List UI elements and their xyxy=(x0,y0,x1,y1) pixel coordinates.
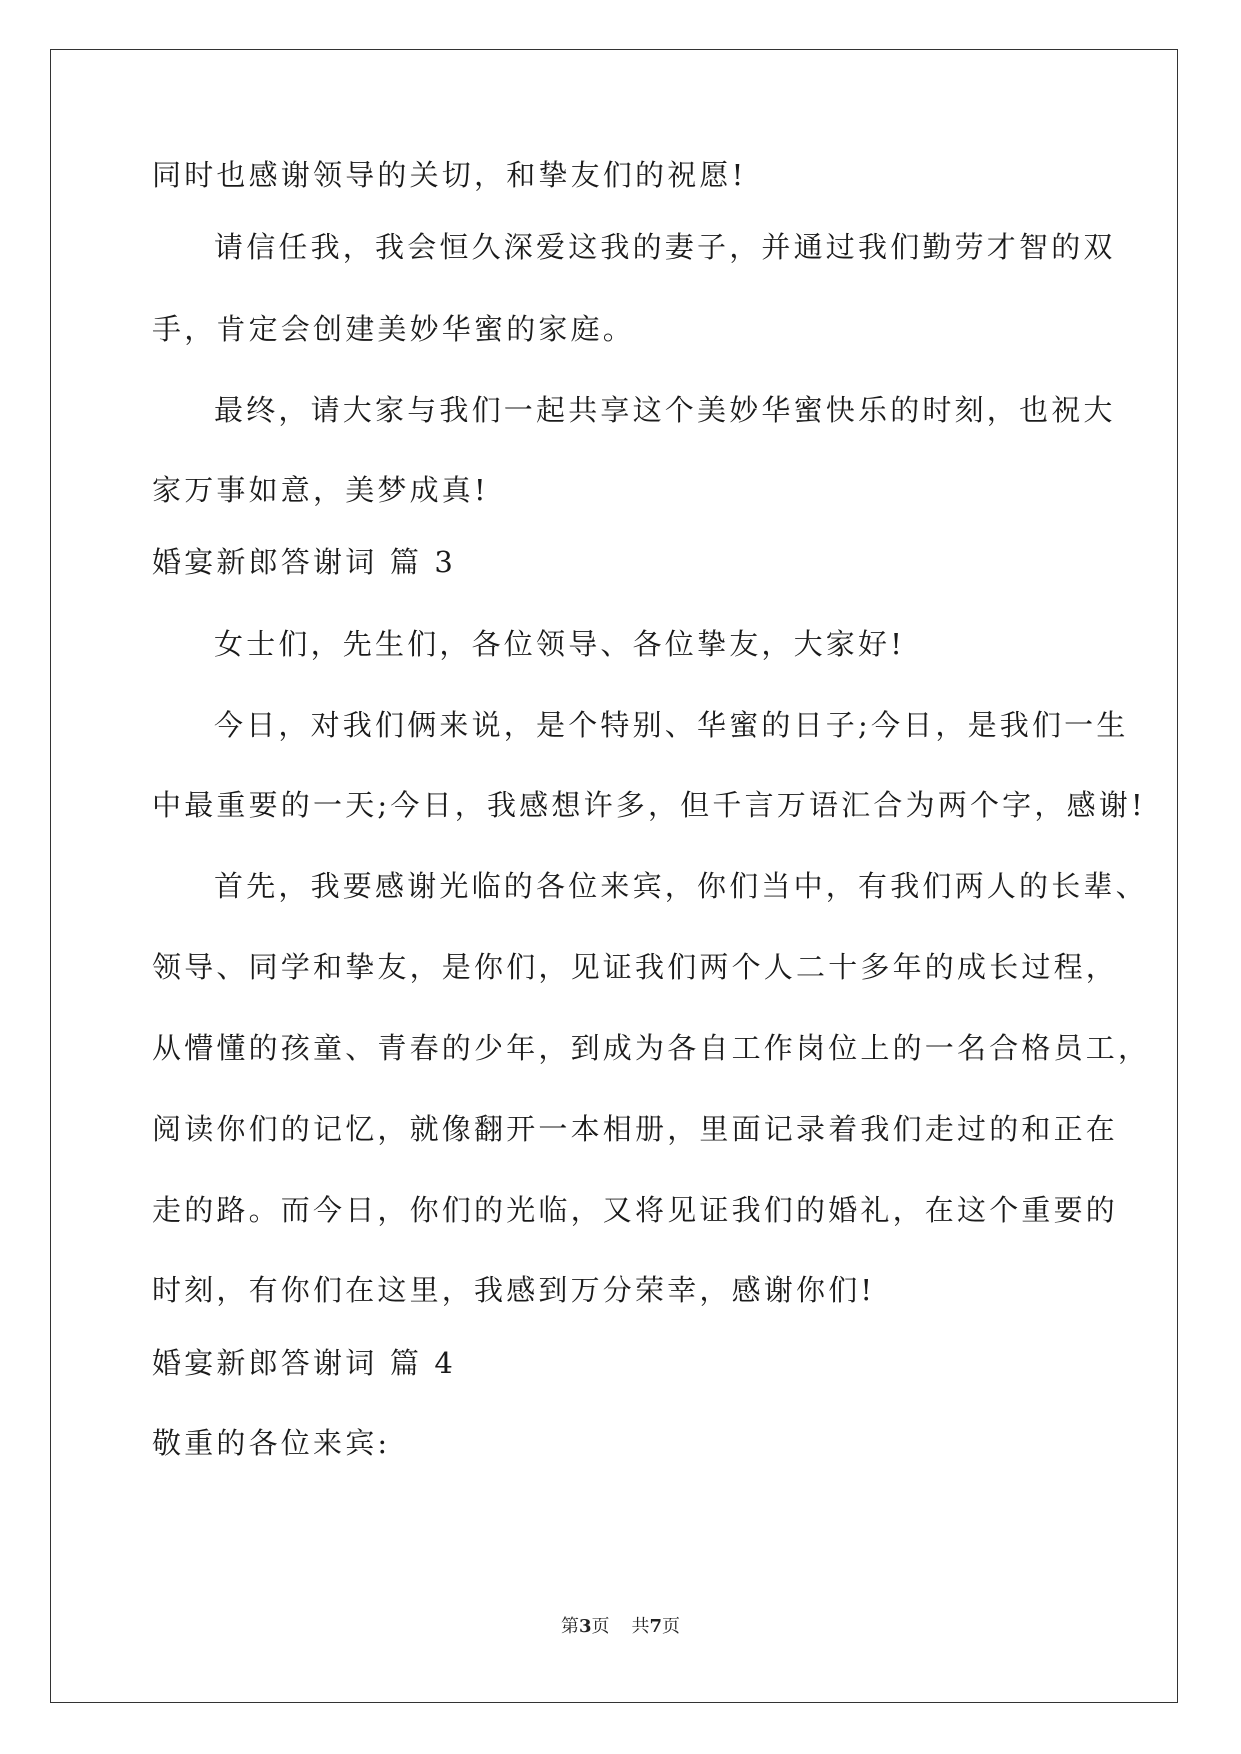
paragraph-line: 同时也感谢领导的关切，和挚友们的祝愿! xyxy=(152,158,747,192)
section-heading: 婚宴新郎答谢词 篇 3 xyxy=(152,545,457,579)
total-suffix: 页 xyxy=(662,1616,681,1637)
paragraph-line: 今日，对我们俩来说，是个特别、华蜜的日子;今日，是我们一生 xyxy=(214,708,1129,742)
paragraph-line: 手，肯定会创建美妙华蜜的家庭。 xyxy=(152,312,636,346)
page-current-number: 3 xyxy=(578,1616,592,1637)
paragraph-line: 敬重的各位来宾: xyxy=(152,1426,391,1460)
page-suffix: 页 xyxy=(591,1616,610,1637)
section-heading: 婚宴新郎答谢词 篇 4 xyxy=(152,1346,457,1380)
paragraph-line: 领导、同学和挚友，是你们，见证我们两个人二十多年的成长过程， xyxy=(152,950,1119,984)
paragraph-line: 首先，我要感谢光临的各位来宾，你们当中，有我们两人的长辈、 xyxy=(214,869,1148,903)
paragraph-line: 请信任我，我会恒久深爱这我的妻子，并通过我们勤劳才智的双 xyxy=(214,230,1116,264)
paragraph-line: 中最重要的一天;今日，我感想许多，但千言万语汇合为两个字，感谢! xyxy=(152,788,1146,822)
paragraph-line: 女士们，先生们，各位领导、各位挚友，大家好! xyxy=(214,627,906,661)
paragraph-line: 从懵懂的孩童、青春的少年，到成为各自工作岗位上的一名合格员工， xyxy=(152,1031,1151,1065)
page-total-number: 7 xyxy=(649,1616,663,1637)
paragraph-line: 时刻，有你们在这里，我感到万分荣幸，感谢你们! xyxy=(152,1273,876,1307)
paragraph-line: 家万事如意，美梦成真! xyxy=(152,473,489,507)
page-prefix: 第 xyxy=(560,1616,579,1637)
paragraph-line: 走的路。而今日，你们的光临，又将见证我们的婚礼，在这个重要的 xyxy=(152,1193,1119,1227)
total-prefix: 共 xyxy=(631,1616,650,1637)
page-footer xyxy=(0,1615,1241,1639)
paragraph-line: 最终，请大家与我们一起共享这个美妙华蜜快乐的时刻，也祝大 xyxy=(214,393,1116,427)
paragraph-line: 阅读你们的记忆，就像翻开一本相册，里面记录着我们走过的和正在 xyxy=(152,1112,1119,1146)
